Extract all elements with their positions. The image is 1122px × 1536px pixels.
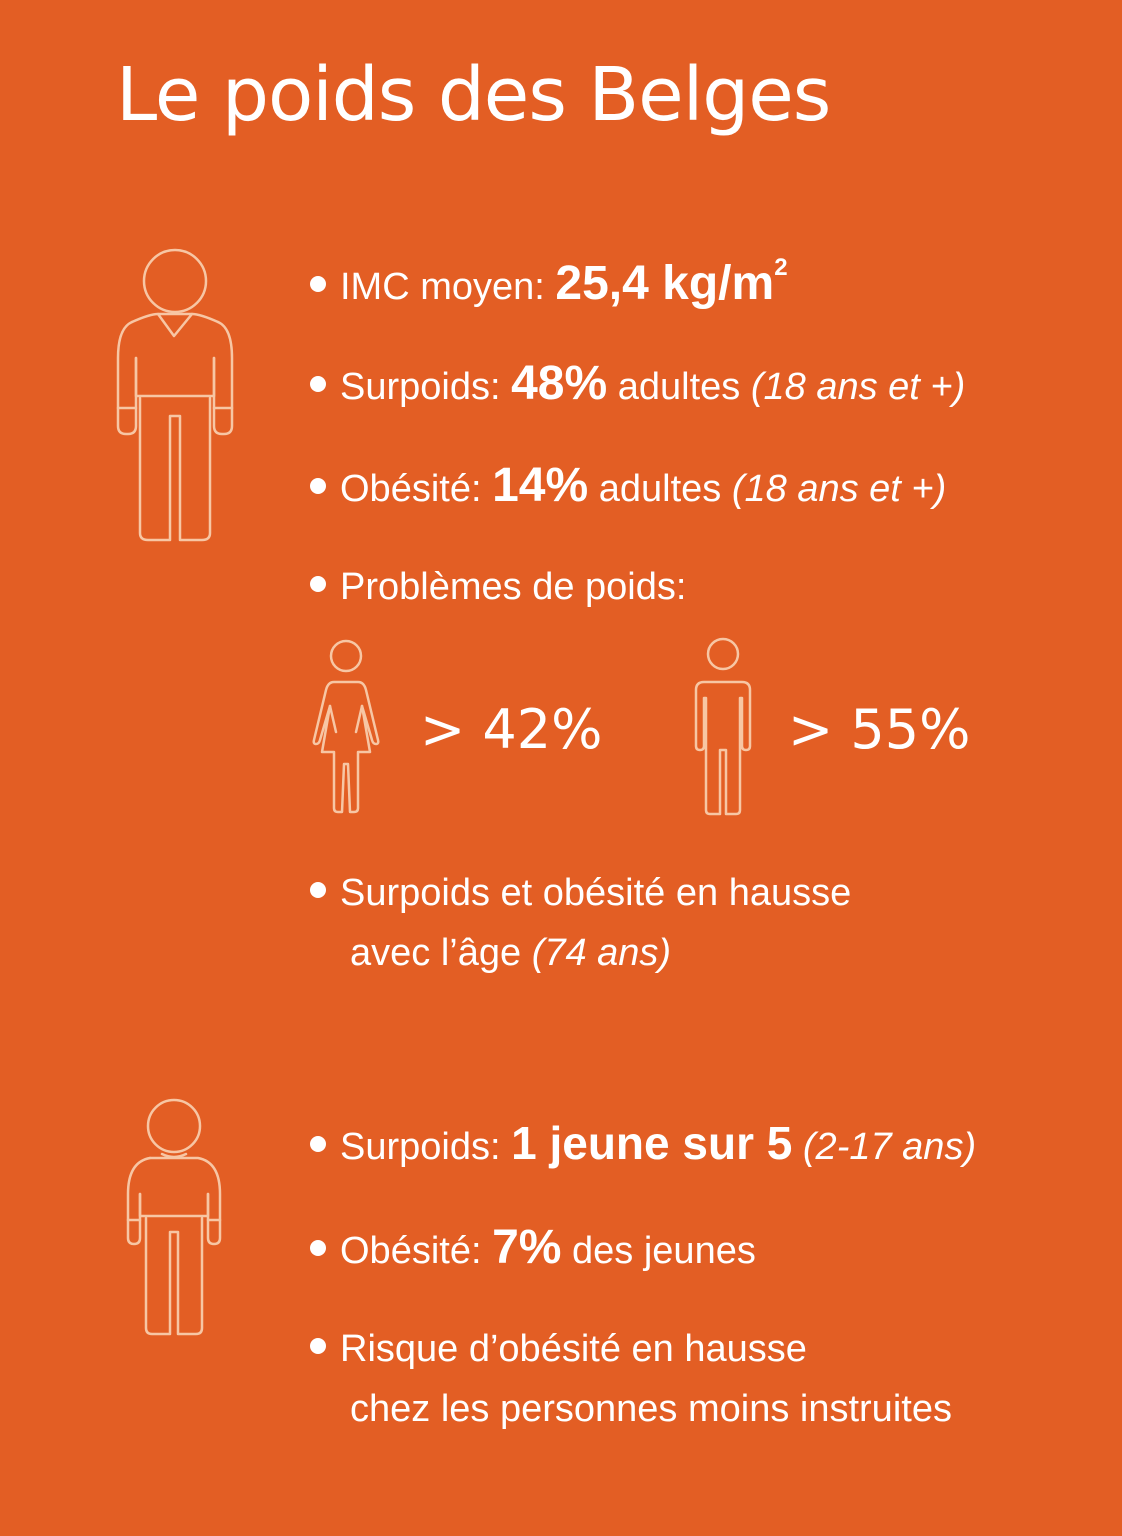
child-person-icon	[120, 1098, 226, 1338]
adult-overweight-value: 48%	[511, 357, 608, 410]
imc-superscript: 2	[774, 254, 788, 281]
youth-overweight-item	[310, 1117, 977, 1169]
education-risk-line1: Risque d’obésité en hausse	[340, 1328, 807, 1370]
adult-obesity-note: (18 ans et +)	[731, 468, 947, 510]
bullet-icon	[310, 1136, 326, 1152]
adult-person-icon	[110, 248, 240, 543]
adult-obesity-label: Obésité:	[340, 468, 482, 510]
women-percentage: > 42%	[420, 698, 603, 761]
imc-label: IMC moyen:	[340, 266, 545, 308]
adult-obesity-item	[310, 459, 947, 512]
youth-obesity-label: Obésité:	[340, 1230, 482, 1272]
imc-item	[310, 256, 788, 308]
adult-obesity-suffix: adultes	[598, 468, 722, 510]
bullet-icon	[310, 376, 326, 392]
adult-overweight-label: Surpoids:	[340, 366, 501, 408]
youth-overweight-label: Surpoids:	[340, 1126, 501, 1168]
weight-problems-label: Problèmes de poids:	[340, 566, 687, 608]
weight-problems-item	[310, 568, 686, 606]
man-icon	[690, 638, 756, 818]
age-trend-note: (74 ans)	[531, 932, 672, 974]
age-trend-item	[310, 874, 851, 972]
youth-obesity-value: 7%	[492, 1221, 562, 1274]
youth-overweight-note: (2-17 ans)	[802, 1126, 977, 1168]
education-risk-item	[310, 1330, 952, 1428]
bullet-icon	[310, 1240, 326, 1256]
adult-overweight-note: (18 ans et +)	[750, 366, 966, 408]
adult-overweight-suffix: adultes	[617, 366, 741, 408]
bullet-icon	[310, 576, 326, 592]
men-percentage: > 55%	[788, 698, 971, 761]
youth-obesity-suffix: des jeunes	[572, 1230, 756, 1272]
bullet-icon	[310, 882, 326, 898]
youth-obesity-item	[310, 1221, 756, 1274]
adult-overweight-item	[310, 357, 966, 410]
woman-icon	[306, 640, 386, 818]
age-trend-line2: avec l’âge	[350, 932, 522, 974]
bullet-icon	[310, 276, 326, 292]
bullet-icon	[310, 478, 326, 494]
bullet-icon	[310, 1338, 326, 1354]
adult-obesity-value: 14%	[492, 459, 589, 512]
education-risk-line2: chez les personnes moins instruites	[350, 1388, 952, 1430]
imc-value: 25,4 kg/m	[555, 257, 775, 310]
age-trend-line1: Surpoids et obésité en hausse	[340, 872, 852, 914]
page-title: Le poids des Belges	[116, 52, 831, 138]
youth-overweight-value: 1 jeune sur 5	[511, 1117, 793, 1169]
